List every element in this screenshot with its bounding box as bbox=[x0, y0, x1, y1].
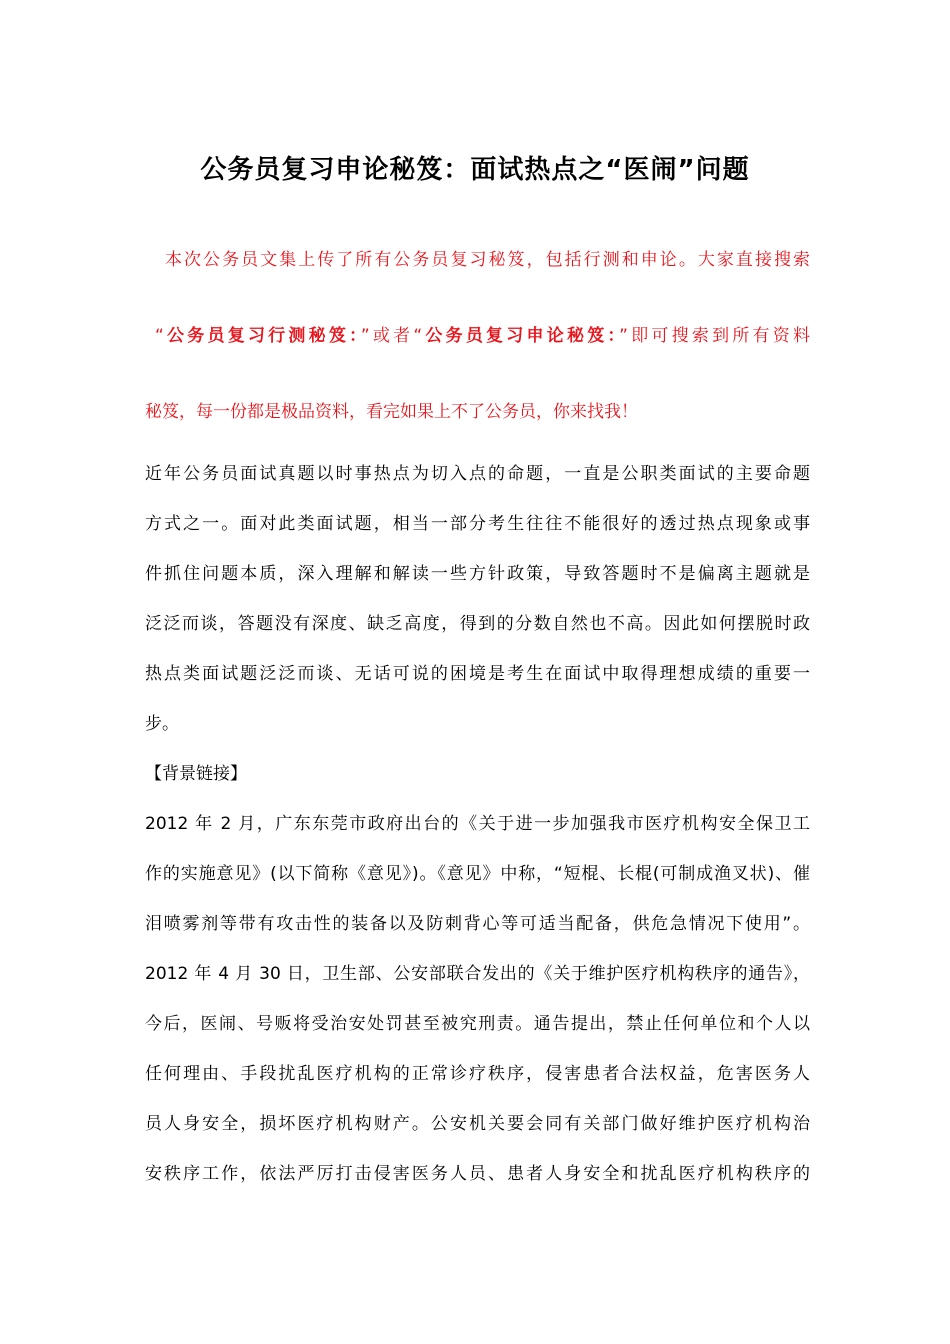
notice-colon-1: ： bbox=[349, 326, 361, 346]
intro-line: 步。 bbox=[145, 714, 179, 734]
background-line: 作的实施意见》(以下简称《意见》)。《意见》中称，“短棍、长棍(可制成渔叉状)、催 bbox=[145, 864, 810, 884]
background-line: 今后，医闹、号贩将受治安处罚甚至被究刑责。通告提出，禁止任何单位和个人以 bbox=[145, 1014, 810, 1034]
notice-keyword-xingce: 公务员复习行测秘笈 bbox=[163, 326, 350, 346]
background-line: 2012 年 2 月，广东东莞市政府出台的《关于进一步加强我市医疗机构安全保卫工 bbox=[145, 814, 810, 834]
notice-line-2 bbox=[155, 322, 810, 350]
background-line: 安秩序工作，依法严厉打击侵害医务人员、患者人身安全和扰乱医疗机构秩序的 bbox=[145, 1164, 810, 1184]
notice-colon-2: ： bbox=[607, 326, 620, 346]
notice-line-3: 秘笈，每一份都是极品资料，看完如果上不了公务员，你来找我！ bbox=[145, 402, 638, 422]
notice-middle-text: ”或者“ bbox=[360, 326, 423, 346]
notice-keyword-shenlun: 公务员复习申论秘笈 bbox=[422, 326, 608, 346]
notice-quote-open: “ bbox=[155, 326, 164, 346]
intro-line: 近年公务员面试真题以时事热点为切入点的命题，一直是公职类面试的主要命题 bbox=[145, 464, 810, 484]
document-title: 公务员复习申论秘笈：面试热点之“医闹”问题 bbox=[200, 155, 750, 185]
background-line: 2012 年 4 月 30 日，卫生部、公安部联合发出的《关于维护医疗机构秩序的通告》， bbox=[145, 964, 810, 984]
section-heading: 【背景链接】 bbox=[145, 764, 247, 784]
intro-line: 件抓住问题本质，深入理解和解读一些方针政策，导致答题时不是偏离主题就是 bbox=[145, 564, 810, 584]
intro-line: 方式之一。面对此类面试题，相当一部分考生往往不能很好的透过热点现象或事 bbox=[145, 514, 810, 534]
intro-line: 泛泛而谈，答题没有深度、缺乏高度，得到的分数自然也不高。因此如何摆脱时政 bbox=[145, 614, 810, 634]
background-line: 任何理由、手段扰乱医疗机构的正常诊疗秩序，侵害患者合法权益，危害医务人 bbox=[145, 1064, 810, 1084]
intro-line: 热点类面试题泛泛而谈、无话可说的困境是考生在面试中取得理想成绩的重要一 bbox=[145, 664, 810, 684]
notice-tail-text: ”即可搜索到所有资料 bbox=[619, 326, 811, 346]
background-line: 员人身安全，损坏医疗机构财产。公安机关要会同有关部门做好维护医疗机构治 bbox=[145, 1114, 810, 1134]
notice-line-1: 本次公务员文集上传了所有公务员复习秘笈，包括行测和申论。大家直接搜索 bbox=[165, 250, 810, 270]
background-line: 泪喷雾剂等带有攻击性的装备以及防刺背心等可适当配备，供危急情况下使用”。 bbox=[145, 914, 810, 934]
